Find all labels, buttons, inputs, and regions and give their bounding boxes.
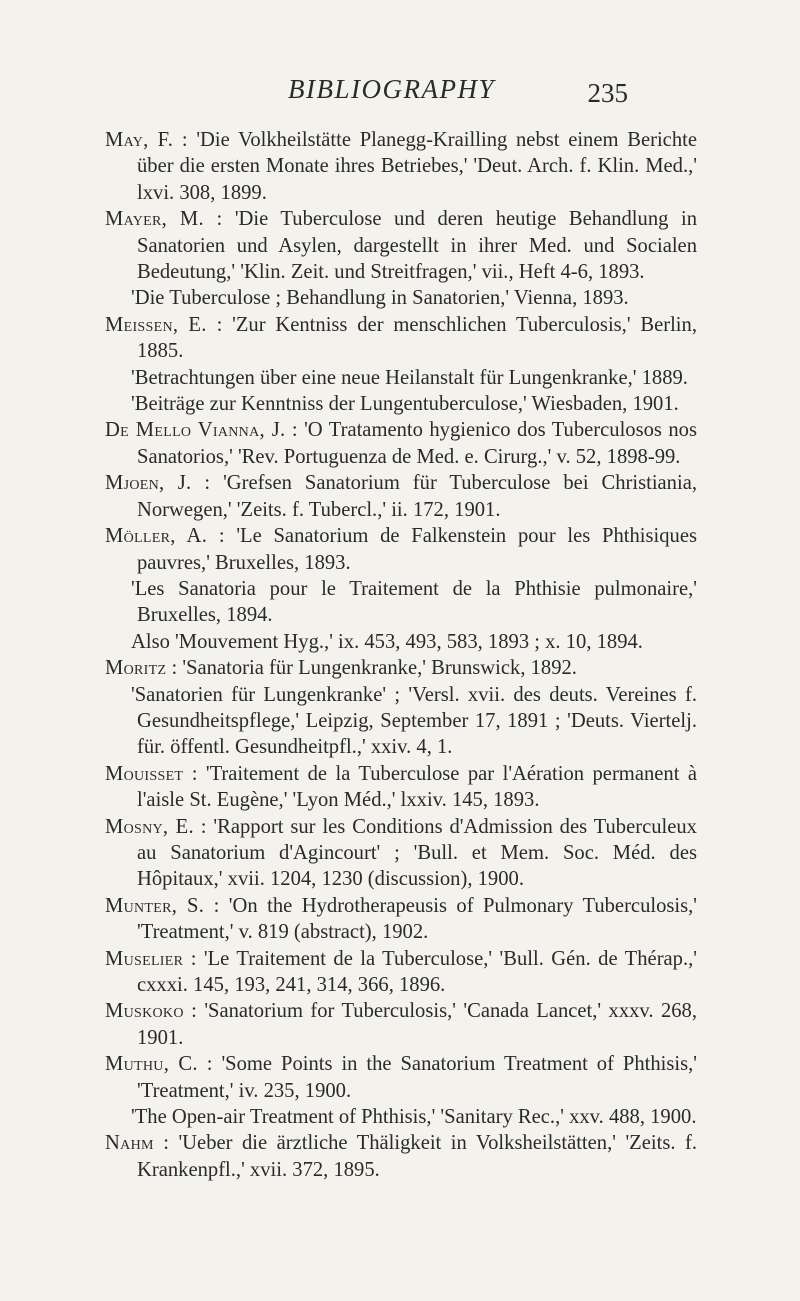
entry-author: Muskoko [105, 1000, 184, 1023]
author-separator: : [166, 657, 183, 680]
bibliography-entry [105, 655, 697, 761]
author-separator: : [193, 815, 214, 838]
entry-citation: 'Grefsen Sanatorium für Tuberculose bei Christiania, Norwegen,' 'Zeits. f. Tubercl.,' ii. 172, 1901. [137, 472, 697, 521]
entry-first-item [105, 1130, 697, 1183]
entry-first-item [105, 312, 697, 365]
entry-author: Mosny, E. [105, 815, 194, 838]
entry-first-item [105, 417, 697, 470]
author-separator: : [204, 208, 235, 231]
bibliography-entry [105, 946, 697, 999]
entry-author: Mouisset [105, 762, 184, 785]
entry-first-item [105, 946, 697, 999]
author-separator: : [206, 313, 233, 336]
bibliography-entry [105, 893, 697, 946]
entry-first-item [105, 893, 697, 946]
entry-citation: 'Die Volkheilstätte Planegg-Krailling nebst einem Berichte über die ersten Monate ihres Betriebes,' 'Deut. Arch. f. Klin. Med.,' lxvi. 308, 1899. [137, 129, 697, 204]
bibliography-entry [105, 761, 697, 814]
entry-citation: 'On the Hydrotherapeusis of Pulmonary Tuberculosis,' 'Treatment,' v. 819 (abstract), 1902. [137, 894, 697, 944]
entry-first-item [105, 655, 697, 681]
author-separator: : [173, 129, 197, 151]
author-separator: : [191, 472, 224, 495]
author-separator: : [183, 1000, 205, 1023]
entry-citation: 'Beiträge zur Kenntniss der Lungentuberculose,' Wiesbaden, 1901. [131, 393, 679, 416]
entry-citation: 'Zur Kentniss der menschlichen Tuberculosis,' Berlin, 1885. [137, 313, 697, 363]
author-separator: : [207, 525, 237, 548]
entry-first-item [105, 127, 697, 206]
bibliography-entry [105, 998, 697, 1051]
entry-citation: 'Betrachtungen über eine neue Heilanstalt für Lungenkranke,' 1889. [131, 366, 688, 389]
bibliography-entry [105, 814, 697, 893]
entry-citation: 'Ueber die ärztliche Thäligkeit in Volksheilstätten,' 'Zeits. f. Krankenpfl.,' xvii. 372, 1895. [137, 1132, 697, 1181]
author-separator: : [285, 419, 305, 442]
entry-author: De Mello Vianna, J. [105, 419, 286, 442]
author-separator: : [153, 1132, 179, 1155]
entry-citation: 'Sanatorien für Lungenkranke' ; 'Versl. xvii. des deuts. Vereines f. Gesundheitspflege,' Leipzig, September 17, 1891 ; 'Deuts. Viertelj. für. öffentl. Gesundheitpfl.,' xxiv. 4, 1. [131, 683, 697, 759]
entry-author: Mjoen, J. [105, 472, 192, 495]
entry-citation: 'Les Sanatoria pour le Traitement de la Phthisie pulmonaire,' Bruxelles, 1894. [131, 577, 697, 627]
entry-first-item [105, 206, 697, 285]
entry-author: Munter, S. [105, 894, 205, 917]
bibliography-entry [105, 312, 697, 418]
entry-citation: 'Die Tuberculose ; Behandlung in Sanatorien,' Vienna, 1893. [131, 287, 629, 310]
entry-author: Möller, A. [105, 525, 208, 548]
bibliography-entry [105, 1130, 697, 1183]
entry-first-item [105, 523, 697, 576]
entry-author: May, F. [105, 129, 174, 151]
author-separator: : [197, 1053, 222, 1076]
entry-citation: 'Traitement de la Tuberculose par l'Aération permanent à l'aisle St. Eugène,' 'Lyon Méd.,' lxxiv. 145, 1893. [137, 762, 697, 812]
entry-first-item [105, 814, 697, 893]
entry-author: Nahm [105, 1132, 154, 1155]
entry-author: Mayer, M. [105, 208, 204, 231]
author-separator: : [183, 947, 204, 970]
entry-author: Moritz [105, 657, 167, 680]
bibliography-entry [105, 206, 697, 312]
entry-first-item [105, 1051, 697, 1104]
author-separator: : [183, 762, 206, 785]
bibliography-entry [105, 417, 697, 470]
entry-author: Muselier [105, 947, 184, 970]
entry-author: Muthu, C. [105, 1053, 198, 1076]
author-separator: : [204, 894, 229, 917]
entry-citation: 'Le Sanatorium de Falkenstein pour les Phthisiques pauvres,' Bruxelles, 1893. [137, 525, 697, 574]
entry-first-item [105, 998, 697, 1051]
entry-citation: 'Sanatorium for Tuberculosis,' 'Canada Lancet,' xxxv. 268, 1901. [137, 1000, 697, 1049]
bibliography-list [105, 127, 697, 1183]
entry-citation: 'Die Tuberculose und deren heutige Behandlung in Sanatorien und Asylen, dargestellt in ihrer Med. und Socialen Bedeutung,' 'Klin. Zeit. und Streitfragen,' vii., Heft 4-6, 1893. [137, 208, 697, 284]
page-header [0, 74, 800, 114]
entry-author: Meissen, E. [105, 313, 207, 336]
bibliography-entry [105, 1051, 697, 1130]
entry-citation: 'Le Traitement de la Tuberculose,' 'Bull. Gén. de Thérap.,' cxxxi. 145, 193, 241, 314, 366, 1896. [137, 947, 697, 996]
entry-citation: Also 'Mouvement Hyg.,' ix. 453, 493, 583, 1893 ; x. 10, 1894. [131, 630, 643, 653]
entry-citation: 'Some Points in the Sanatorium Treatment of Phthisis,' 'Treatment,' iv. 235, 1900. [137, 1053, 697, 1102]
entry-citation: 'Rapport sur les Conditions d'Admission des Tuberculeux au Sanatorium d'Agincourt' ; 'Bull. et Mem. Soc. Méd. des Hôpitaux,' xvii. 1204, 1230 (discussion), 1900. [137, 815, 697, 891]
running-title: BIBLIOGRAPHY [288, 74, 495, 104]
entry-citation: 'O Tratamento hygienico dos Tuberculosos nos Sanatorios,' 'Rev. Portuguenza de Med. e. Cirurg.,' v. 52, 1898-99. [137, 419, 697, 468]
entry-first-item [105, 470, 697, 523]
page-number: 235 [587, 78, 628, 108]
entry-first-item [105, 761, 697, 814]
entry-citation: 'The Open-air Treatment of Phthisis,' 'Sanitary Rec.,' xxv. 488, 1900. [131, 1106, 697, 1129]
bibliography-entry [105, 523, 697, 655]
bibliography-entry [105, 127, 697, 206]
entry-citation: 'Sanatoria für Lungenkranke,' Brunswick, 1892. [182, 657, 577, 680]
bibliography-entry [105, 470, 697, 523]
